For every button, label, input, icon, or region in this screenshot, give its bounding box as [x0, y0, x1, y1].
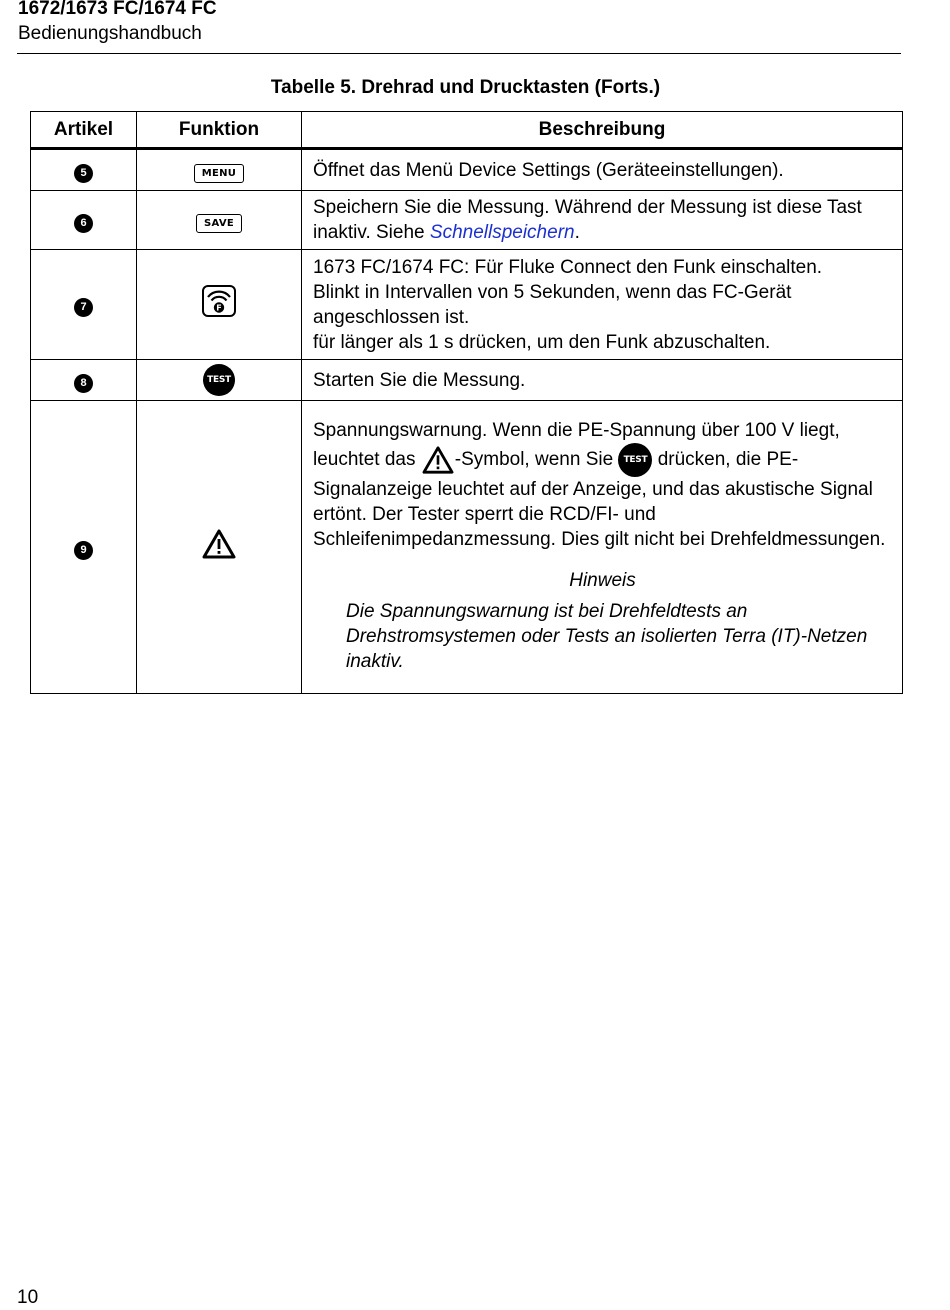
item-number-badge: 8: [74, 374, 93, 393]
table-caption: Tabelle 5. Drehrad und Drucktasten (Forts.): [270, 77, 661, 98]
warning-triangle-icon: [201, 528, 237, 560]
description-line: Blinkt in Intervallen von 5 Sekunden, wenn das FC-Gerät angeschlossen ist.: [313, 281, 792, 328]
test-button-icon: TEST: [203, 364, 235, 396]
note-title: Hinweis: [569, 570, 636, 591]
function-cell: [137, 250, 302, 360]
column-header-funktion: Funktion: [137, 112, 302, 149]
description-text: Speichern Sie die Messung. Während der Messung ist diese Tast inaktiv. Siehe: [313, 197, 862, 243]
table-header-row: [31, 112, 903, 149]
document-model-title: 1672/1673 FC/1674 FC: [18, 0, 217, 19]
controls-table: [30, 111, 903, 694]
page-number: 10: [17, 1287, 39, 1308]
warning-triangle-icon: [421, 445, 455, 475]
description-cell: [302, 360, 903, 401]
schnellspeichern-link[interactable]: Schnellspeichern: [429, 222, 575, 243]
note-text: Die Spannungswarnung ist bei Drehfeldtests an Drehstromsystemen oder Tests an isolierten Terra (IT)-Netzen inaktiv.: [346, 601, 868, 672]
description-cell: [302, 401, 903, 694]
function-cell: [137, 360, 302, 401]
menu-key-icon: MENU: [194, 164, 244, 183]
item-number-cell: [31, 250, 137, 360]
table-row: [31, 401, 903, 694]
item-number-cell: [31, 149, 137, 191]
item-number-cell: [31, 401, 137, 694]
function-cell: [137, 401, 302, 694]
description-text-end: .: [574, 222, 580, 243]
item-number-cell: [31, 360, 137, 401]
description-cell: [302, 191, 903, 250]
table-row: [31, 250, 903, 360]
description-text: -Symbol, wenn Sie: [454, 449, 619, 471]
document-subtitle: Bedienungshandbuch: [18, 23, 202, 44]
description-text: drücken, die PE-Signalanzeige leuchtet auf der Anzeige, und das akustische Signal ertönt. Der Tester sperrt die RCD/FI- und Schleifenimpedanzmessung. Dies gilt nicht bei Drehfeldmessungen.: [313, 449, 886, 550]
description-text: Spannungswarnung. Wenn die PE-Spannung über 100 V liegt, leuchtet das: [313, 420, 840, 471]
wireless-key-icon: [201, 284, 237, 318]
description-text: Starten Sie die Messung.: [313, 369, 526, 391]
column-header-beschreibung: Beschreibung: [302, 112, 903, 149]
function-cell: [137, 149, 302, 191]
save-key-icon: SAVE: [196, 214, 242, 233]
description-cell: [302, 149, 903, 191]
item-number-badge: 5: [74, 164, 93, 183]
item-number-badge: 9: [74, 541, 93, 560]
description-text: Öffnet das Menü Device Settings (Geräteeinstellungen).: [313, 159, 784, 181]
description-line: für länger als 1 s drücken, um den Funk abzuschalten.: [313, 331, 771, 353]
table-row: [31, 191, 903, 250]
column-header-artikel: Artikel: [31, 112, 137, 149]
table-row: [31, 149, 903, 191]
wireless-key-label: F: [216, 303, 222, 313]
description-line: 1673 FC/1674 FC: Für Fluke Connect den Funk einschalten.: [313, 256, 823, 278]
item-number-badge: 6: [74, 214, 93, 233]
header-divider: [17, 53, 901, 54]
item-number-cell: [31, 191, 137, 250]
item-number-badge: 7: [74, 298, 93, 317]
test-button-icon: TEST: [618, 443, 652, 477]
voltage-warning-paragraph: [313, 418, 892, 552]
table-row: [31, 360, 903, 401]
function-cell: [137, 191, 302, 250]
description-cell: [302, 250, 903, 360]
